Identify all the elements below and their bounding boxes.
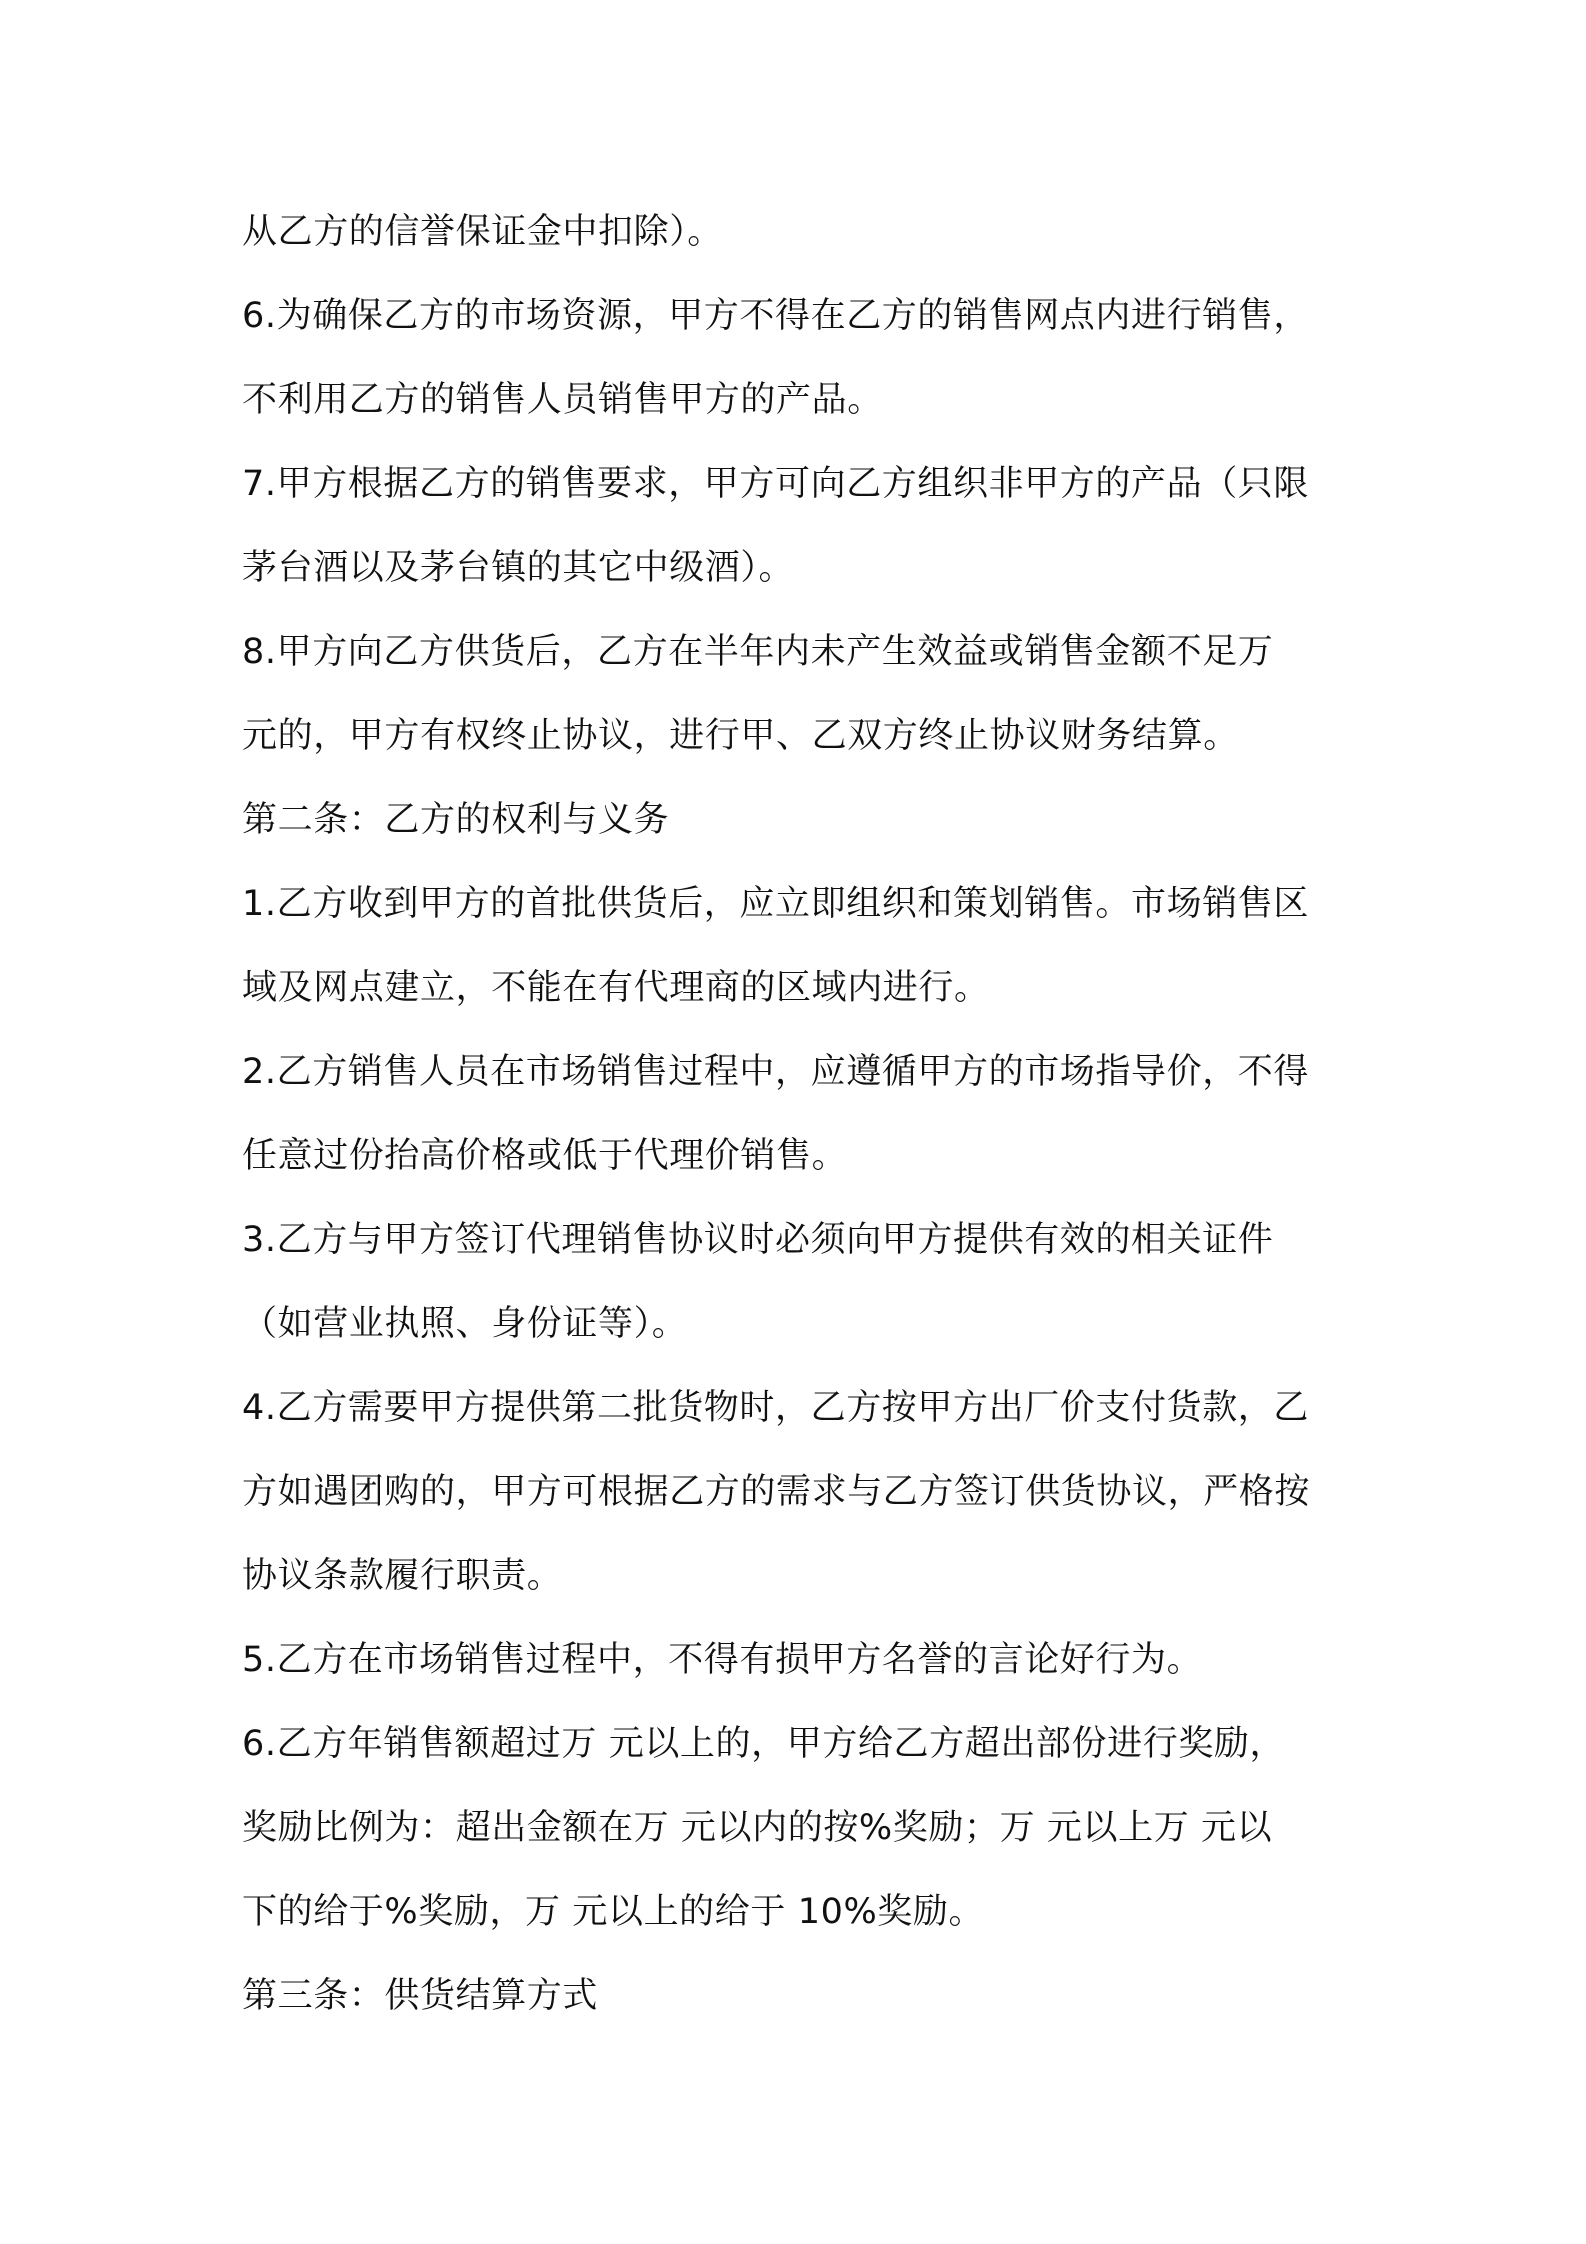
text-line: 奖励比例为：超出金额在万 元以内的按%奖励；万 元以上万 元以 xyxy=(242,1808,1273,1848)
text-line: 方如遇团购的，甲方可根据乙方的需求与乙方签订供货协议，严格按 xyxy=(242,1472,1311,1512)
text-line: 茅台酒以及茅台镇的其它中级酒）。 xyxy=(242,548,795,588)
text-line: 3.乙方与甲方签订代理销售协议时必须向甲方提供有效的相关证件 xyxy=(242,1220,1274,1260)
text-line: 协议条款履行职责。 xyxy=(242,1556,563,1596)
document-body xyxy=(242,190,1372,2038)
section-heading: 第二条：乙方的权利与义务 xyxy=(242,800,670,840)
text-line: 元的，甲方有权终止协议，进行甲、乙双方终止协议财务结算。 xyxy=(242,716,1239,756)
section-heading: 第三条：供货结算方式 xyxy=(242,1976,599,2016)
text-line: 任意过份抬高价格或低于代理价销售。 xyxy=(242,1136,848,1176)
text-line: 1.乙方收到甲方的首批供货后，应立即组织和策划销售。市场销售区 xyxy=(242,884,1309,924)
text-line: 域及网点建立，不能在有代理商的区域内进行。 xyxy=(242,968,990,1008)
text-line: 从乙方的信誉保证金中扣除）。 xyxy=(242,212,723,252)
text-line: 4.乙方需要甲方提供第二批货物时，乙方按甲方出厂价支付货款，乙 xyxy=(242,1388,1309,1428)
text-line: （如营业执照、身份证等）。 xyxy=(242,1304,688,1344)
text-line: 2.乙方销售人员在市场销售过程中，应遵循甲方的市场指导价，不得 xyxy=(242,1052,1309,1092)
text-line: 8.甲方向乙方供货后，乙方在半年内未产生效益或销售金额不足万 xyxy=(242,632,1274,672)
text-line: 6.乙方年销售额超过万 元以上的，甲方给乙方超出部份进行奖励， xyxy=(242,1724,1286,1764)
text-line: 6.为确保乙方的市场资源，甲方不得在乙方的销售网点内进行销售， xyxy=(242,296,1309,336)
text-line: 下的给于%奖励，万 元以上的给于 10%奖励。 xyxy=(242,1892,985,1932)
text-line: 7.甲方根据乙方的销售要求，甲方可向乙方组织非甲方的产品（只限 xyxy=(242,464,1309,504)
text-line: 5.乙方在市场销售过程中，不得有损甲方名誉的言论好行为。 xyxy=(242,1640,1203,1680)
text-line: 不利用乙方的销售人员销售甲方的产品。 xyxy=(242,380,883,420)
